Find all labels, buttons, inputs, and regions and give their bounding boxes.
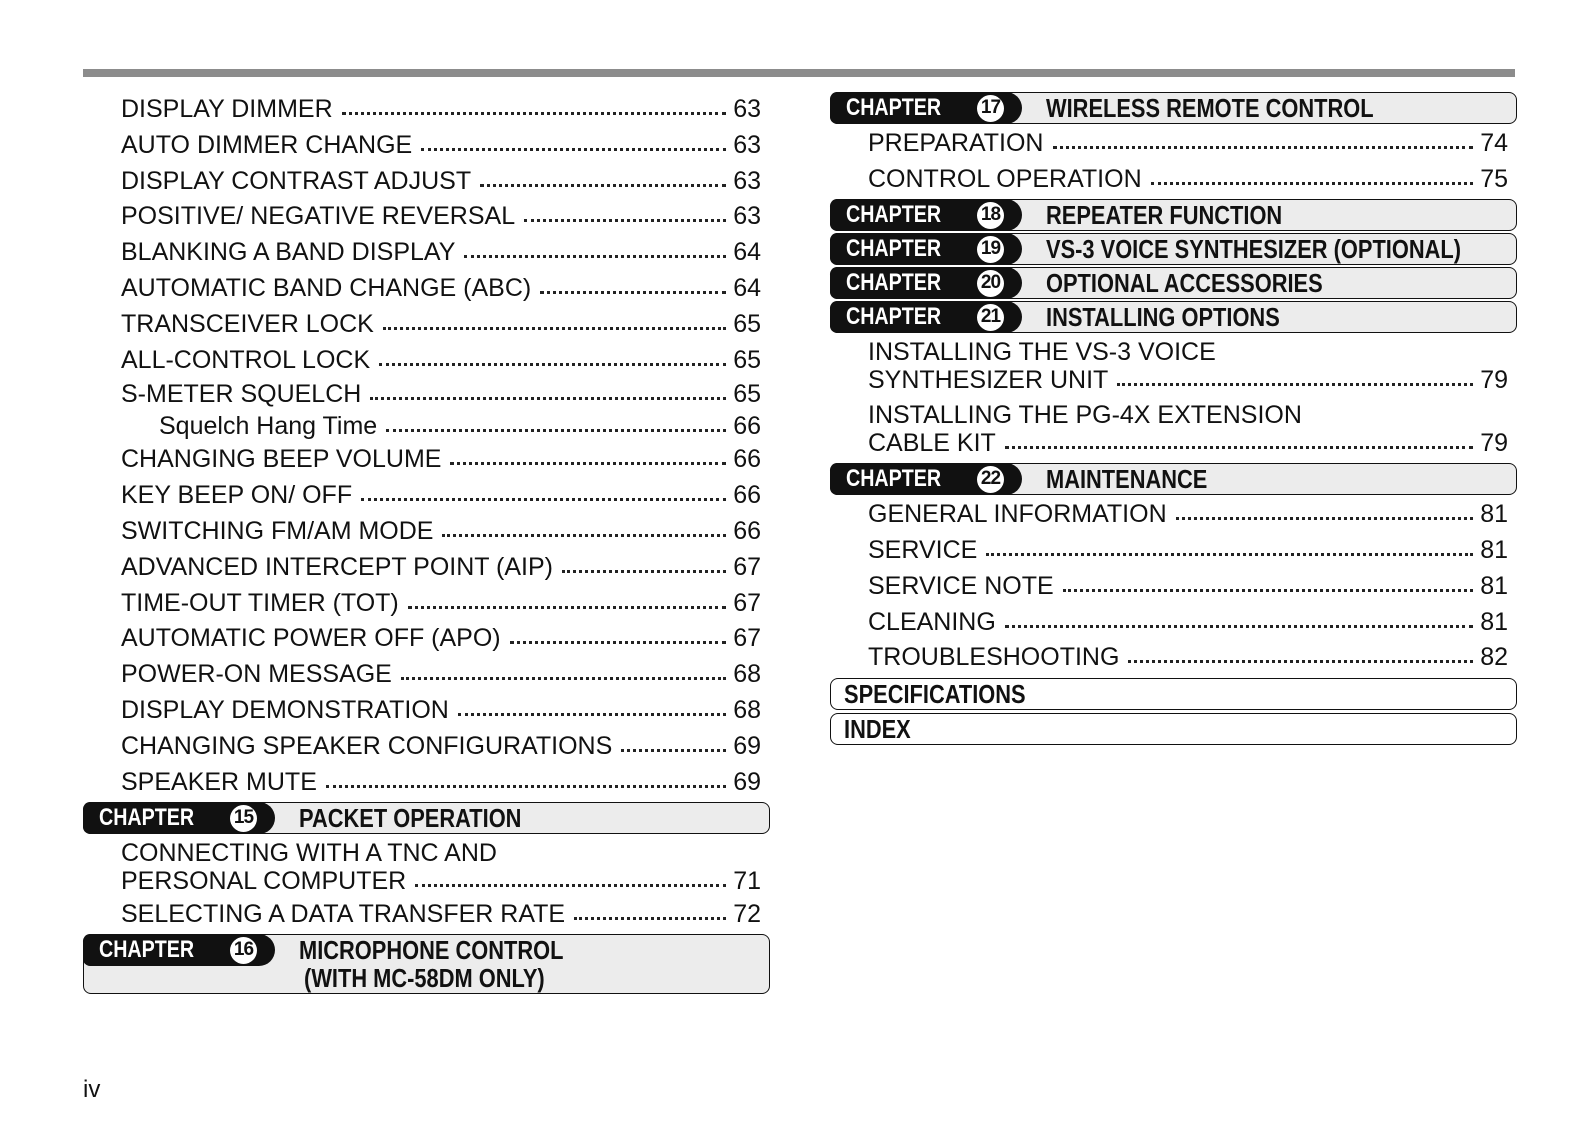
toc-entry-title: AUTOMATIC BAND CHANGE (ABC) [121,273,532,302]
toc-entry[interactable] [83,729,770,765]
dot-leader [370,396,726,400]
toc-entry-title: SWITCHING FM/AM MODE [121,516,434,545]
chapter-title: REPEATER FUNCTION [1046,200,1283,231]
chapter-label: CHAPTER [99,803,195,831]
toc-entry-title: ADVANCED INTERCEPT POINT (AIP) [121,552,554,581]
chapter-title: INSTALLING OPTIONS [1046,302,1280,333]
chapter-title: PACKET OPERATION [299,803,522,834]
toc-entry[interactable] [83,92,770,128]
toc-entry-page: 69 [733,767,761,796]
toc-entry-title: KEY BEEP ON/ OFF [121,481,353,510]
toc-entry-page: 63 [733,202,761,231]
dot-leader [326,784,726,788]
top-rule [83,69,1515,77]
toc-entry[interactable] [830,162,1517,198]
chapter-title [299,936,564,992]
toc-entry-page: 68 [733,660,761,689]
toc-entry-title: PREPARATION [868,129,1044,157]
toc-entry[interactable] [830,497,1517,533]
toc-entry-title: DISPLAY DEMONSTRATION [121,695,449,724]
toc-entry-title: SELECTING A DATA TRANSFER RATE [121,900,566,929]
chapter-tag [830,233,1022,265]
toc-entry-page: 75 [1480,164,1508,193]
toc-entry-page: 66 [733,412,761,441]
toc-entry-title: POWER-ON MESSAGE [121,660,392,689]
toc-entry-title: SERVICE [868,535,978,564]
toc-entry-page: 79 [1480,429,1508,458]
chapter-19-header[interactable] [830,233,1517,265]
toc-entry-page: 65 [733,380,761,409]
toc-entry-page: 69 [733,731,761,760]
toc-entry-title-line1: CONNECTING WITH A TNC AND [121,839,497,868]
toc-entry-title: DISPLAY DIMMER [121,95,333,123]
dot-leader [1128,659,1473,663]
toc-entry-title: S-METER SQUELCH [121,380,362,409]
chapter-number-badge: 18 [977,202,1004,229]
toc-entry[interactable] [830,335,1517,398]
chapter-17-header[interactable] [830,92,1517,124]
toc-entry[interactable] [83,836,770,899]
toc-entry-title: TROUBLESHOOTING [868,643,1120,672]
chapter-16-header[interactable] [83,934,770,994]
toc-entry-title: DISPLAY CONTRAST ADJUST [121,166,472,195]
toc-entry-page: 74 [1480,129,1508,157]
toc-entry[interactable] [83,128,770,164]
chapter-label: CHAPTER [846,200,942,228]
toc-entry-title: TIME-OUT TIMER (TOT) [121,588,399,617]
toc-entry[interactable] [83,307,770,343]
toc-entry-page: 71 [733,867,761,896]
chapter-title: MAINTENANCE [1046,464,1208,495]
toc-entry-page: 64 [733,273,761,302]
toc-entry[interactable] [83,899,770,929]
toc-entry[interactable] [83,693,770,729]
dot-leader [342,111,727,115]
toc-entry-page: 81 [1480,607,1508,636]
toc-entry-page: 65 [733,345,761,374]
toc-entry[interactable] [83,199,770,235]
toc-entry-title: CHANGING SPEAKER CONFIGURATIONS [121,731,613,760]
chapter-tag [830,463,1022,495]
chapter-title: VS-3 VOICE SYNTHESIZER (OPTIONAL) [1046,234,1462,265]
toc-entry-title-line1: INSTALLING THE PG-4X EXTENSION [868,401,1302,430]
right-column [830,92,1517,748]
toc-entry[interactable] [83,271,770,307]
chapter-number-badge: 17 [977,95,1004,122]
chapter-22-header[interactable] [830,463,1517,495]
toc-entry[interactable] [83,514,770,550]
dot-leader [450,461,726,465]
chapter-tag [83,934,275,966]
toc-entry-title: TRANSCEIVER LOCK [121,309,374,338]
toc-entry-page: 81 [1480,500,1508,529]
toc-entry[interactable] [83,164,770,200]
chapter-tag [830,199,1022,231]
toc-entry-title: POSITIVE/ NEGATIVE REVERSAL [121,202,516,231]
toc-entry[interactable] [830,533,1517,569]
dot-leader [562,569,726,573]
toc-entry[interactable] [83,621,770,657]
toc-entry[interactable] [83,343,770,379]
toc-entry-page: 64 [733,238,761,267]
toc-entry-title-line2: SYNTHESIZER UNIT [868,366,1109,395]
dot-leader [540,290,726,294]
toc-entry-page: 65 [733,309,761,338]
toc-entry[interactable] [830,605,1517,641]
dot-leader [421,147,726,151]
toc-entry-page: 66 [733,445,761,474]
chapter-number-badge: 20 [977,270,1004,297]
dot-leader [386,428,726,432]
toc-entry-title: CHANGING BEEP VOLUME [121,445,442,474]
dot-leader [510,640,727,644]
chapter-20-header[interactable] [830,267,1517,299]
toc-entry[interactable] [830,126,1517,162]
toc-entry-page: 67 [733,552,761,581]
toc-entry[interactable] [830,569,1517,605]
toc-entry[interactable] [83,586,770,622]
chapter-title: WIRELESS REMOTE CONTROL [1046,93,1374,123]
index-header[interactable] [830,713,1517,745]
chapter-number-badge: 16 [230,937,257,964]
chapter-title-line2: (WITH MC-58DM ONLY) [304,963,545,994]
chapter-number-badge: 19 [977,236,1004,263]
toc-entry[interactable] [830,640,1517,676]
dot-leader [408,605,726,609]
specifications-title: SPECIFICATIONS [844,679,1026,710]
page-number: iv [83,1076,101,1103]
toc-entry-title: AUTO DIMMER CHANGE [121,130,413,159]
chapter-21-header[interactable] [830,301,1517,333]
chapter-title: OPTIONAL ACCESSORIES [1046,268,1323,299]
dot-leader [361,497,726,501]
toc-entry-page: 81 [1480,571,1508,600]
toc-entry-title: SERVICE NOTE [868,571,1054,600]
toc-entry-page: 82 [1480,643,1508,672]
dot-leader [458,712,726,716]
toc-entry[interactable] [83,765,770,801]
dot-leader [574,916,726,920]
toc-entry-title: BLANKING A BAND DISPLAY [121,238,456,267]
chapter-label: CHAPTER [846,302,942,330]
chapter-label: CHAPTER [846,93,942,121]
toc-entry[interactable] [83,442,770,478]
dot-leader [464,254,726,258]
toc-entry[interactable] [83,378,770,410]
dot-leader [524,218,726,222]
dot-leader [442,533,726,537]
index-title: INDEX [844,714,911,745]
chapter-tag [830,301,1022,333]
dot-leader [986,552,1473,556]
dot-leader [383,326,726,330]
chapter-label: CHAPTER [99,935,195,963]
toc-entry[interactable] [83,550,770,586]
toc-entry-page: 66 [733,481,761,510]
toc-entry-title-line2: CABLE KIT [868,429,996,458]
dot-leader [1117,382,1473,386]
toc-entry[interactable] [83,235,770,271]
toc-entry-title: AUTOMATIC POWER OFF (APO) [121,624,501,653]
chapter-18-header[interactable] [830,199,1517,231]
chapter-tag [830,267,1022,299]
toc-entry-title: Squelch Hang Time [159,412,378,441]
chapter-label: CHAPTER [846,234,942,262]
chapter-number-badge: 21 [977,304,1004,331]
dot-leader [1063,588,1473,592]
toc-entry-title: CONTROL OPERATION [868,164,1142,193]
chapter-15-header[interactable] [83,802,770,834]
toc-entry-title-line2: PERSONAL COMPUTER [121,867,407,896]
toc-entry-page: 67 [733,588,761,617]
chapter-tag [83,802,275,834]
dot-leader [1151,181,1474,185]
toc-entry-page: 63 [733,166,761,195]
dot-leader [379,362,726,366]
specifications-header[interactable] [830,678,1517,710]
dot-leader [480,183,726,187]
dot-leader [1005,624,1473,628]
toc-entry-page: 72 [733,900,761,929]
chapter-label: CHAPTER [846,268,942,296]
toc-entry-title-line1: INSTALLING THE VS-3 VOICE [868,338,1216,367]
chapter-tag [830,92,1022,124]
chapter-number-badge: 22 [977,466,1004,493]
toc-entry-page: 63 [733,130,761,159]
toc-entry-page: 66 [733,516,761,545]
toc-entry-title: GENERAL INFORMATION [868,500,1167,529]
dot-leader [1053,145,1474,149]
dot-leader [401,676,726,680]
chapter-title-line1: MICROPHONE CONTROL [299,935,564,966]
toc-entry-page: 68 [733,695,761,724]
toc-entry-page: 81 [1480,535,1508,564]
dot-leader [415,883,726,887]
toc-entry-title: ALL-CONTROL LOCK [121,345,371,374]
dot-leader [1005,445,1473,449]
left-column [83,92,770,996]
toc-entry[interactable] [83,657,770,693]
toc-entry[interactable] [830,398,1517,461]
dot-leader [621,748,726,752]
chapter-label: CHAPTER [846,464,942,492]
toc-entry-title: SPEAKER MUTE [121,767,317,796]
toc-entry-page: 63 [733,95,761,123]
chapter-number-badge: 15 [230,805,257,832]
toc-subentry[interactable] [83,410,770,442]
toc-entry[interactable] [83,478,770,514]
toc-entry-page: 67 [733,624,761,653]
toc-entry-page: 79 [1480,366,1508,395]
dot-leader [1176,516,1474,520]
toc-entry-title: CLEANING [868,607,996,636]
